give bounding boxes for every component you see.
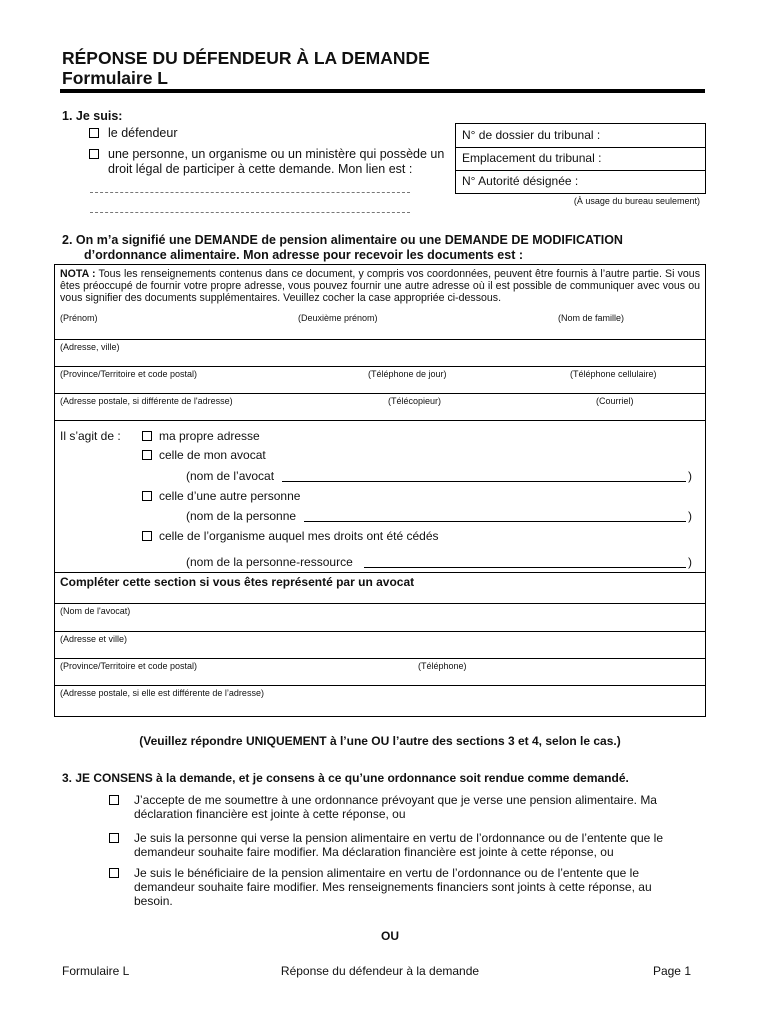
consent-option1-checkbox[interactable] (109, 795, 119, 805)
lawyer-address-field[interactable]: (Adresse et ville) (60, 634, 128, 644)
other-party-label-line1: une personne, un organisme ou un ministère qui possède un (108, 147, 445, 161)
consent-option3-text (134, 866, 698, 908)
or-separator: OU (381, 929, 399, 943)
agency-contact-input[interactable] (364, 567, 686, 568)
agency-label: celle de l’organisme auquel mes droits ont été cédés (159, 529, 439, 543)
court-location[interactable]: Emplacement du tribunal : (456, 147, 705, 171)
office-use-note: (À usage du bureau seulement) (573, 196, 700, 206)
header-rule (60, 89, 705, 93)
relationship-line-2[interactable] (90, 212, 410, 213)
lawyer-section-heading: Compléter cette section si vous êtes représenté par un avocat (60, 575, 415, 589)
row-divider (54, 420, 706, 421)
note-text: Tous les renseignements contenus dans ce document, y compris vos coordonnées, peuvent être fournis à l’autre partie. Si vous êtes préoccupé de fournir votre propre adresse, vous pouvez fournir une autre adresse où il est possible de communiquer avec vous ou vous signifier des documents supplémentaires. Veuillez cocher la case appropriée ci-dessous. (60, 268, 700, 304)
section2-heading-line1: 2. On m’a signifié une DEMANDE de pension alimentaire ou une DEMANDE DE MODIFICATION (62, 233, 623, 247)
other-person-name-label: (nom de la personne (186, 509, 297, 523)
address-city-field[interactable]: (Adresse, ville) (60, 342, 120, 352)
row-divider (54, 631, 706, 632)
lawyer-name-field[interactable]: (Nom de l'avocat) (60, 606, 131, 616)
consent-option1-line1: J’accepte de me soumettre à une ordonnance prévoyant que je verse une pension alimentaire. Ma (134, 793, 657, 807)
consent-option2-line1: Je suis la personne qui verse la pension alimentaire en vertu de l’ordonnance ou de l’entente que le (134, 831, 664, 845)
lawyer-province-postal-field[interactable]: (Province/Territoire et code postal) (60, 661, 198, 671)
relationship-line-1[interactable] (90, 192, 410, 193)
consent-option2-line2: demandeur souhaite faire modifier. Ma déclaration financière est jointe à cette réponse, ou (134, 845, 614, 859)
privacy-note (60, 268, 700, 304)
email-field[interactable]: (Courriel) (596, 396, 634, 406)
other-person-name-input[interactable] (304, 521, 686, 522)
row-divider (54, 572, 706, 573)
consent-option1-line2: déclaration financière est jointe à cette réponse, ou (134, 807, 406, 821)
lawyer-mailing-address-field[interactable]: (Adresse postale, si elle est différente de l’adresse) (60, 688, 264, 698)
close-paren: ) (688, 509, 692, 523)
other-person-label: celle d’une autre personne (159, 489, 301, 503)
other-party-label-line2: droit légal de participer à cette demande. Mon lien est : (108, 162, 413, 176)
sections-instruction: (Veuillez répondre UNIQUEMENT à l’une OU l’autre des sections 3 et 4, selon le cas.) (139, 734, 621, 748)
lawyer-name-input[interactable] (282, 481, 686, 482)
cell-phone-field[interactable]: (Téléphone cellulaire) (570, 369, 657, 379)
agency-contact-label: (nom de la personne-ressource (186, 555, 353, 569)
fax-field[interactable]: (Télécopieur) (388, 396, 442, 406)
footer-page-number: Page 1 (652, 964, 691, 978)
designated-authority-number[interactable]: N° Autorité désignée : (462, 174, 579, 188)
own-address-checkbox[interactable] (142, 431, 152, 441)
section3-heading: 3. JE CONSENS à la demande, et je consens à ce qu’une ordonnance soit rendue comme demandé. (62, 771, 629, 785)
first-name-field[interactable]: (Prénom) (60, 313, 98, 323)
lawyer-address-label: celle de mon avocat (159, 448, 266, 462)
row-divider (54, 393, 706, 394)
court-file-number[interactable]: N° de dossier du tribunal : (456, 124, 705, 148)
province-postal-field[interactable]: (Province/Territoire et code postal) (60, 369, 198, 379)
other-party-checkbox[interactable] (89, 149, 99, 159)
lawyer-phone-field[interactable]: (Téléphone) (418, 661, 467, 671)
it-is-label: Il s’agit de : (60, 429, 121, 443)
close-paren: ) (688, 555, 692, 569)
last-name-field[interactable]: (Nom de famille) (558, 313, 625, 323)
consent-option3-line1: Je suis le bénéficiaire de la pension alimentaire en vertu de l’ordonnance ou de l’entente que le (134, 866, 640, 880)
other-person-checkbox[interactable] (142, 491, 152, 501)
lawyer-name-label: (nom de l’avocat (186, 469, 275, 483)
row-divider (54, 685, 706, 686)
section2-heading-line2: d’ordonnance alimentaire. Mon adresse pour recevoir les documents est : (84, 248, 524, 262)
note-label: NOTA : (60, 268, 96, 280)
row-divider (54, 603, 706, 604)
row-divider (54, 366, 706, 367)
footer-form-name: Formulaire L (62, 964, 130, 978)
agency-checkbox[interactable] (142, 531, 152, 541)
row-divider (54, 658, 706, 659)
section1-heading: 1. Je suis: (62, 109, 123, 123)
consent-option3-checkbox[interactable] (109, 868, 119, 878)
lawyer-address-checkbox[interactable] (142, 450, 152, 460)
form-subtitle: Formulaire L (62, 68, 168, 88)
consent-option2-checkbox[interactable] (109, 833, 119, 843)
consent-option2-text (134, 831, 698, 859)
footer-form-title: Réponse du défendeur à la demande (280, 964, 480, 978)
page-title: RÉPONSE DU DÉFENDEUR À LA DEMANDE (62, 48, 430, 68)
middle-name-field[interactable]: (Deuxième prénom) (298, 313, 378, 323)
day-phone-field[interactable]: (Téléphone de jour) (368, 369, 447, 379)
row-divider (54, 339, 706, 340)
consent-option3-line3: besoin. (134, 894, 173, 908)
defendant-label: le défendeur (108, 126, 178, 140)
consent-option3-line2: demandeur souhaite faire modifier. Mes renseignements financiers sont joints à cette réponse, au (134, 880, 652, 894)
office-use-box (455, 123, 706, 194)
close-paren: ) (688, 469, 692, 483)
defendant-checkbox[interactable] (89, 128, 99, 138)
consent-option1-text (134, 793, 698, 821)
mailing-address-field[interactable]: (Adresse postale, si différente de l'adresse) (60, 396, 233, 406)
own-address-label: ma propre adresse (159, 429, 260, 443)
